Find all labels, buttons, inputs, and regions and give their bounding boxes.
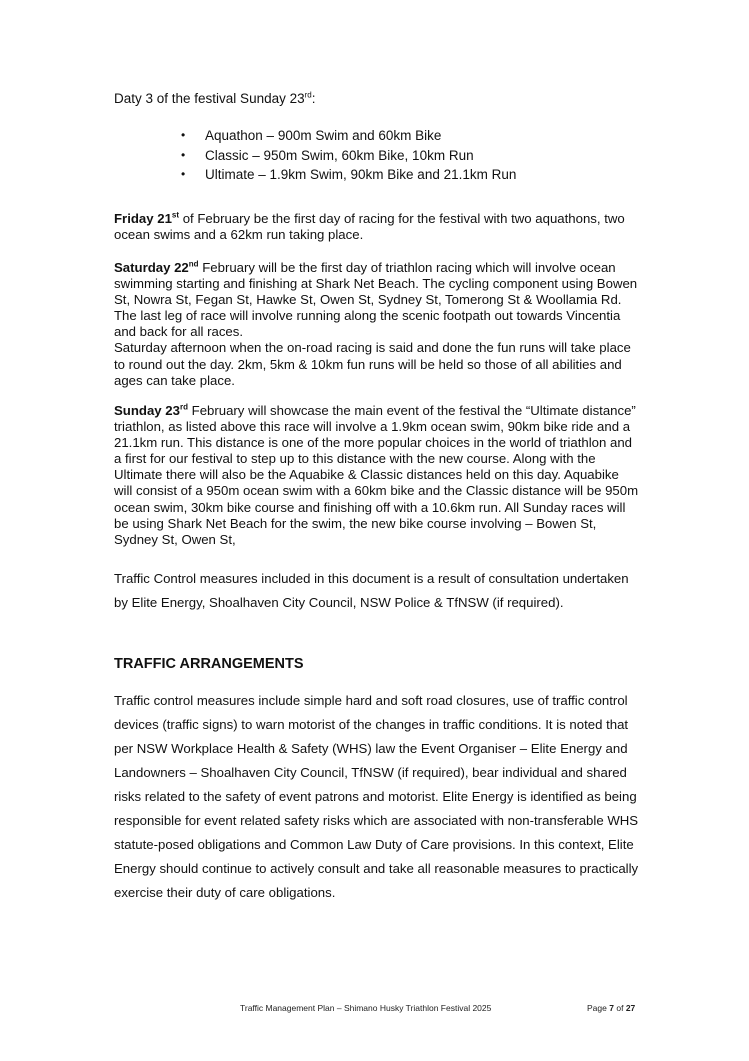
saturday-sup: nd bbox=[188, 259, 199, 269]
page-num: 7 bbox=[609, 1003, 614, 1013]
day3-intro bbox=[114, 91, 316, 106]
friday-paragraph bbox=[114, 211, 639, 243]
bullet-icon: • bbox=[181, 147, 186, 162]
sunday-text: February will showcase the main event of the festival the “Ultimate distance” triathlon, as listed above this race will involve a 1.9km ocean swim, 90km bike ride and a 21.1km run. This distance is one of the more popular choices in the world of triathlon and a first for our festival to step up to this distance with the new course. Along with the Ultimate there will also be the Aquabike & Classic distances held on this day. Aquabike will consist of a 950m ocean swim with a 60km bike and the Classic distance will be 950m ocean swim, 30km bike course and finishing off with a 10.6km run. All Sunday races will be using Shark Net Beach for the swim, the new bike course involving – Bowen St, Sydney St, Owen St, bbox=[114, 403, 639, 547]
page-label: Page bbox=[587, 1003, 607, 1013]
list-item-text: Aquathon – 900m Swim and 60km Bike bbox=[205, 128, 442, 143]
section-heading: TRAFFIC ARRANGEMENTS bbox=[114, 656, 304, 672]
list-item bbox=[176, 165, 516, 185]
list-item-text: Classic – 950m Swim, 60km Bike, 10km Run bbox=[205, 147, 474, 163]
footer-title: Traffic Management Plan – Shimano Husky Triathlon Festival 2025 bbox=[240, 1003, 492, 1013]
list-item-text: Ultimate – 1.9km Swim, 90km Bike and 21.1km Run bbox=[205, 167, 517, 182]
of-label: of bbox=[616, 1003, 624, 1013]
footer-page-number bbox=[587, 1003, 635, 1013]
friday-text: of February be the first day of racing for the festival with two aquathons, two ocean swims and a 62km run taking place. bbox=[114, 211, 625, 243]
list-item bbox=[176, 126, 516, 146]
traffic-control-paragraph: Traffic Control measures included in this document is a result of consultation undertaken by Elite Energy, Shoalhaven City Council, NSW Police & TfNSW (if required). bbox=[114, 571, 629, 610]
saturday-paragraph bbox=[114, 260, 639, 389]
saturday-label: Saturday 22 bbox=[114, 260, 189, 275]
saturday-afternoon-text: Saturday afternoon when the on-road racing is said and done the fun runs will take place to round out the day. 2km, 5km & 10km fun runs will be held so those of all abilities and ages can take place. bbox=[114, 340, 631, 388]
saturday-text: February will be the first day of triathlon racing which will involve ocean swimming starting and finishing at Shark Net Beach. The cycling component using Bowen St, Nowra St, Fegan St, Hawke St, Owen St, Sydney St, Tomerong St & Woollamia Rd. The last leg of race will involve running along the scenic footpath out towards Vincentia and back for all races. bbox=[114, 260, 638, 340]
arrangements-paragraph: Traffic control measures include simple hard and soft road closures, use of traffic control devices (traffic signs) to warn motorist of the changes in traffic conditions. It is noted that per NSW Workplace Health & Safety (WHS) law the Event Organiser – Elite Energy and Landowners – Shoalhaven City Council, TfNSW (if required), bear individual and shared risks related to the safety of event patrons and motorist. Elite Energy is identified as being responsible for event related safety risks which are associated with non-transferable WHS statute-posed obligations and Common Law Duty of Care provisions. In this context, Elite Energy should continue to actively consult and take all reasonable measures to practically exercise their duty of care obligations. bbox=[114, 693, 639, 900]
sunday-sup: rd bbox=[179, 402, 188, 412]
bullet-icon: • bbox=[181, 167, 186, 181]
list-item bbox=[176, 146, 516, 166]
friday-sup: st bbox=[171, 210, 180, 220]
day3-intro-sup: rd bbox=[304, 90, 312, 100]
sunday-label: Sunday 23 bbox=[114, 403, 180, 418]
page-total: 27 bbox=[625, 1003, 636, 1013]
bullet-icon: • bbox=[181, 128, 186, 142]
race-list bbox=[176, 126, 516, 185]
sunday-paragraph bbox=[114, 403, 639, 548]
day3-intro-tail: : bbox=[311, 91, 316, 106]
friday-label: Friday 21 bbox=[114, 211, 172, 226]
day3-intro-text: Daty 3 of the festival Sunday 23 bbox=[114, 91, 305, 106]
